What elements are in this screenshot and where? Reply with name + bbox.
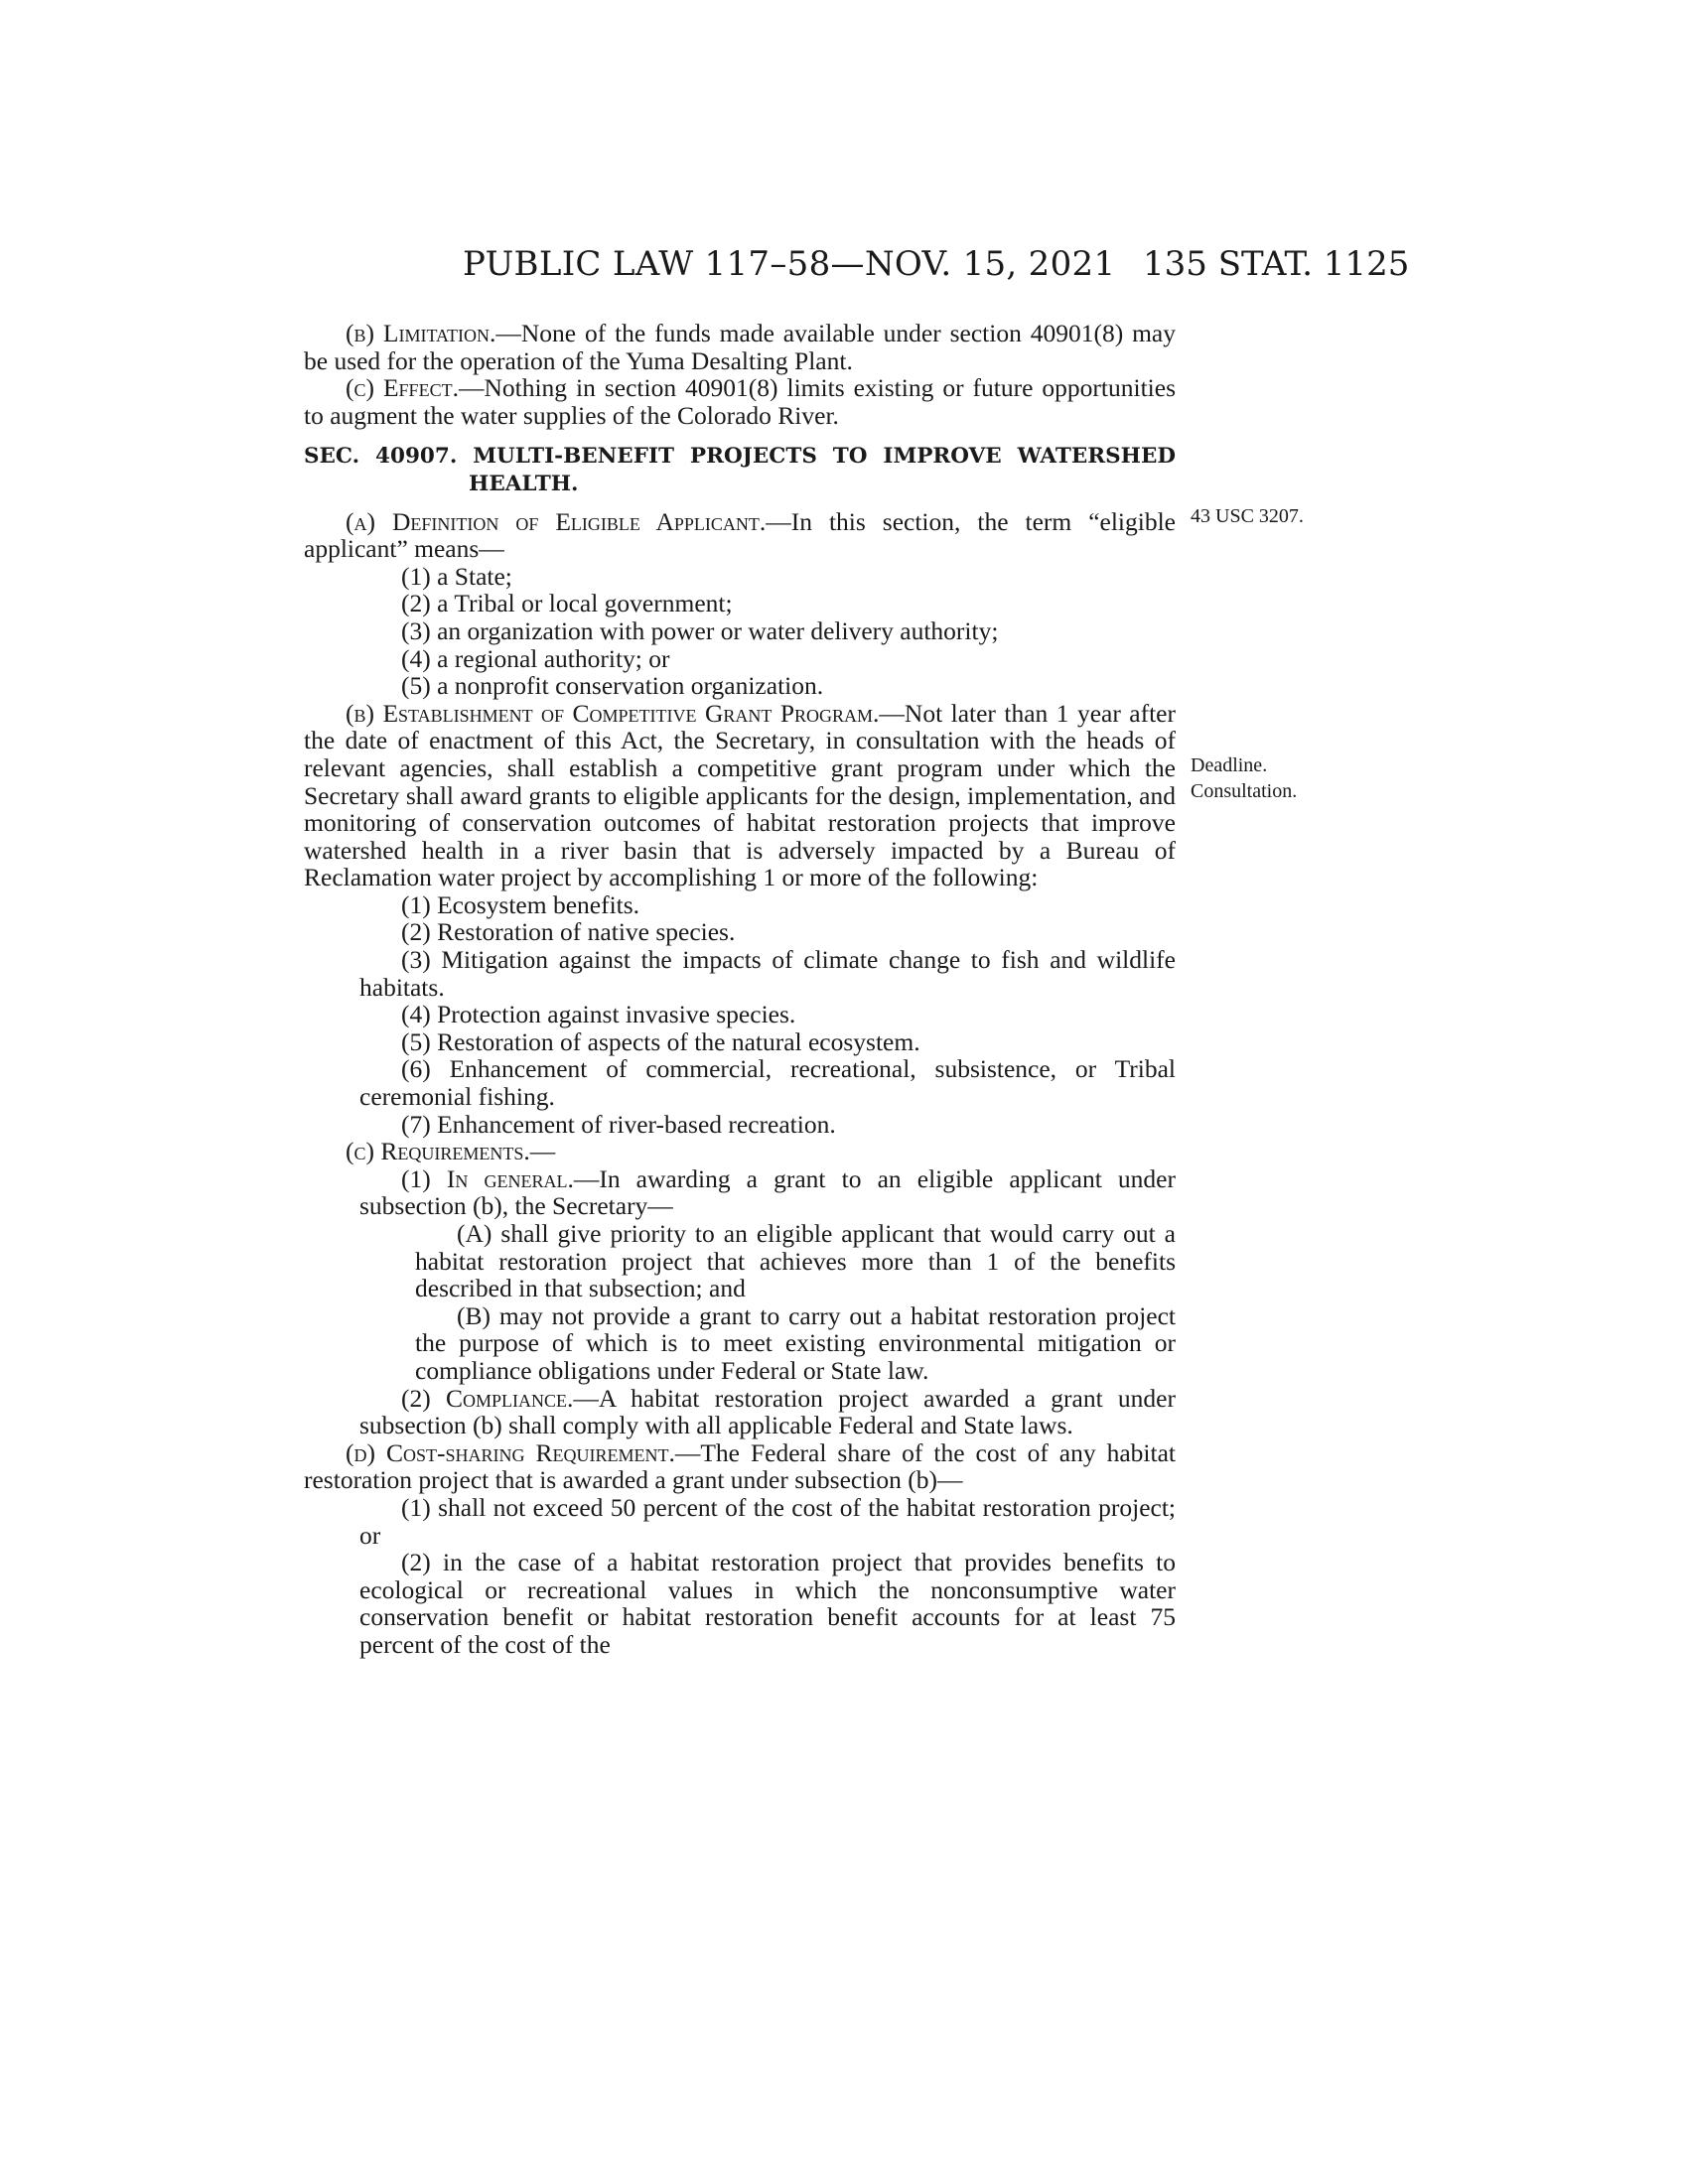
list-item: (1) Ecosystem benefits. [401, 889, 640, 919]
list-item: (4) a regional authority; or [401, 643, 670, 673]
paragraph-c2 [304, 1385, 1176, 1439]
margin-note-usc: 43 USC 3207. [1191, 505, 1304, 527]
subsection-heading: (b) Establishment of Competitive Grant Program. [346, 698, 880, 728]
paragraph-d1: (1) shall not exceed 50 percent of the cost of the habitat restoration project; or [359, 1492, 1176, 1550]
list-item: (3) an organization with power or water delivery authority; [401, 615, 999, 645]
subsection-text: —Nothing in section 40901(8) limits existing or future opportunities to augment the water supplies of the Colorado River. [304, 373, 1176, 430]
paragraph-heading: (2) Compliance. [401, 1383, 574, 1413]
section-heading: SEC. 40907. MULTI-BENEFIT PROJECTS TO IMPROVE WATERSHED HEALTH. [304, 444, 1176, 496]
running-header-title: PUBLIC LAW 117–58—NOV. 15, 2021 [463, 244, 1116, 284]
subsection-heading: (a) Definition of Eligible Applicant. [346, 506, 767, 536]
paragraph-heading: (1) In general. [401, 1163, 574, 1193]
subsection-heading: (c) Effect. [346, 373, 459, 403]
subsection-text: —Not later than 1 year after the date of enactment of this Act, the Secretary, in consultation with the heads of relevant agencies, shall establish a competitive grant program under which the Secretary shall award grants to eligible applicants for the design, implementation, and monitoring of conservation outcomes of habitat restoration projects that improve watershed health in a river basin that is adversely impacted by a Bureau of Reclamation water project by accomplishing 1 or more of the following: [304, 698, 1176, 892]
paragraph-text: —A habitat restoration project awarded a grant under subsection (b) shall comply with all applicable Federal and State laws. [359, 1383, 1176, 1440]
subsection-b-limitation [304, 320, 1176, 374]
list-item: (5) Restoration of aspects of the natural ecosystem. [401, 1026, 920, 1056]
page-stat-number: 135 STAT. 1125 [1143, 244, 1410, 284]
subsection-c [304, 1138, 1176, 1165]
list-item: (7) Enhancement of river-based recreation. [401, 1109, 836, 1139]
list-item: (5) a nonprofit conservation organization. [401, 671, 824, 701]
list-item: (3) Mitigation against the impacts of climate change to fish and wildlife habitats. [359, 945, 1176, 1002]
list-item: (1) a State; [401, 561, 512, 591]
subsection-heading: (c) Requirements. [346, 1137, 530, 1166]
statute-body [304, 320, 1176, 1659]
list-item: (2) Restoration of native species. [401, 917, 736, 947]
list-item: (4) Protection against invasive species. [401, 1000, 796, 1029]
subsection-text: —None of the funds made available under section 40901(8) may be used for the operation of the Yuma Desalting Plant. [304, 319, 1176, 375]
subsection-heading: (d) Cost-sharing Requirement. [346, 1437, 675, 1467]
subsection-text: —In this section, the term “eligible applicant” means— [304, 506, 1176, 564]
subsection-d [304, 1439, 1176, 1494]
clause-c1-A: (A) shall give priority to an eligible applicant that would carry out a habitat restoration project that achieves more than 1 of the benefits described in that subsection; and [415, 1219, 1176, 1303]
margin-note-consultation: Consultation. [1191, 780, 1298, 802]
subsection-text: — [529, 1137, 556, 1166]
list-item: (6) Enhancement of commercial, recreational, subsistence, or Tribal ceremonial fishing. [359, 1054, 1176, 1112]
clause-c1-B: (B) may not provide a grant to carry out a habitat restoration project the purpose of which is to meet existing environmental mitigation or compliance obligations under Federal or State law. [415, 1300, 1176, 1385]
paragraph-d2: (2) in the case of a habitat restoration project that provides benefits to ecological or recreational values in which the nonconsumptive water conservation benefit or habitat restoration benefit accounts for at least 75 percent of the cost of the [359, 1548, 1176, 1659]
paragraph-c1 [304, 1165, 1176, 1220]
list-item: (2) a Tribal or local government; [401, 589, 733, 618]
subsection-a [304, 508, 1176, 563]
subsection-text: —The Federal share of the cost of any habitat restoration project that is awarded a grant under subsection (b)— [304, 1437, 1176, 1495]
margin-note-deadline: Deadline. [1191, 754, 1268, 776]
subsection-heading: (b) Limitation. [346, 319, 496, 347]
subsection-c-effect [304, 374, 1176, 429]
subsection-b [304, 700, 1176, 891]
paragraph-text: —In awarding a grant to an eligible applicant under subsection (b), the Secretary— [359, 1163, 1176, 1221]
